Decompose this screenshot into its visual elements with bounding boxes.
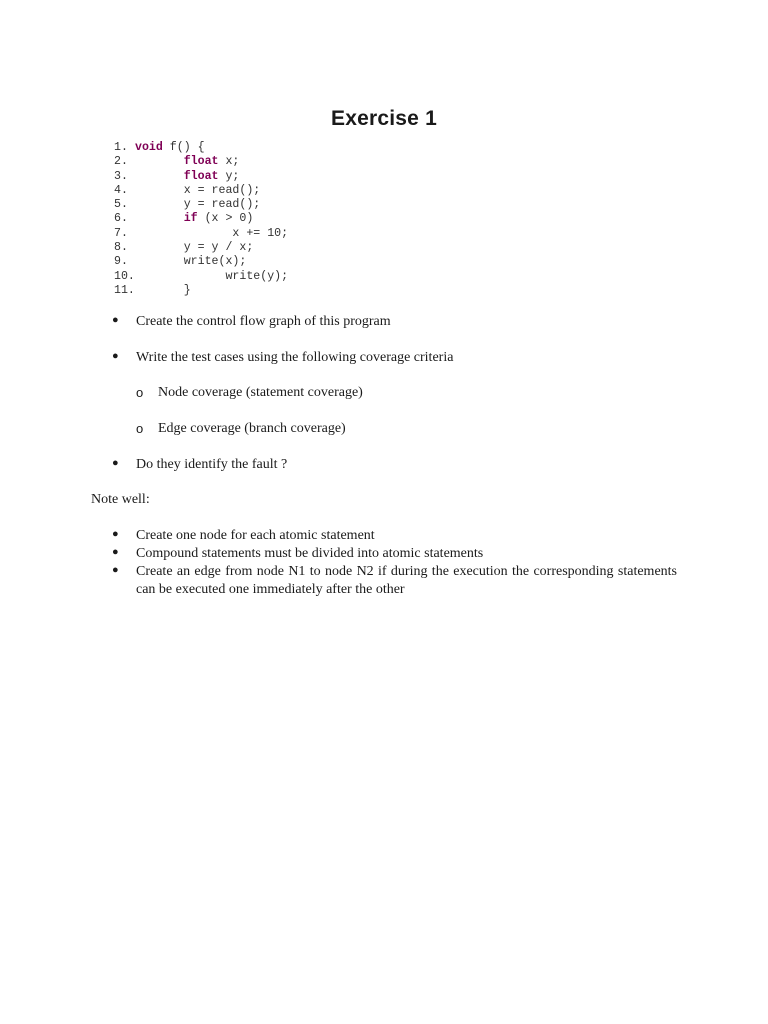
code-keyword: float — [183, 169, 219, 183]
bullet-icon: ● — [112, 314, 119, 326]
code-line — [114, 170, 288, 184]
code-line — [114, 212, 288, 226]
bullet-icon: ● — [112, 528, 119, 540]
code-indent — [135, 184, 184, 197]
code-text: y; — [218, 169, 240, 183]
code-text: (x > 0) — [197, 212, 254, 226]
bullet-icon: ● — [112, 457, 119, 469]
circle-bullet-icon: o — [136, 385, 144, 400]
line-number: 9. — [114, 255, 128, 269]
task-text: Create the control flow graph of this program — [136, 314, 391, 329]
line-number: 4. — [114, 183, 128, 197]
code-text: x = read(); — [183, 183, 261, 197]
code-line — [114, 255, 288, 269]
line-number: 5. — [114, 198, 128, 212]
code-line — [114, 284, 288, 298]
code-text: write(y); — [225, 269, 289, 283]
task-text: Do they identify the fault ? — [136, 457, 288, 472]
line-number: 6. — [114, 212, 128, 226]
line-number: 11. — [114, 283, 135, 297]
code-indent — [135, 170, 184, 183]
code-indent — [135, 212, 184, 225]
line-number: 10. — [114, 269, 135, 283]
code-text: } — [183, 283, 191, 297]
code-text: x; — [218, 155, 240, 169]
code-line — [114, 184, 288, 198]
bullet-icon: ● — [112, 546, 119, 558]
code-indent — [135, 227, 232, 240]
line-number: 2. — [114, 155, 128, 169]
code-line — [114, 270, 288, 284]
note-label: Note well: — [91, 492, 150, 507]
code-indent — [135, 241, 184, 254]
line-number: 1. — [114, 141, 128, 154]
code-line — [114, 155, 288, 169]
page-title: Exercise 1 — [331, 107, 437, 130]
code-text: x += 10; — [232, 226, 289, 240]
code-line — [114, 198, 288, 212]
code-line — [114, 227, 288, 241]
code-indent — [135, 255, 184, 268]
code-text: write(x); — [183, 255, 247, 269]
bullet-icon: ● — [112, 350, 119, 362]
code-indent — [135, 284, 184, 297]
circle-bullet-icon: o — [136, 421, 144, 436]
note-text: Create one node for each atomic statement — [136, 528, 375, 543]
code-block — [114, 141, 288, 298]
code-text: y = y / x; — [183, 241, 254, 255]
bullet-icon: ● — [112, 564, 119, 576]
code-keyword: void — [135, 141, 163, 154]
code-line — [114, 241, 288, 255]
note-text: Compound statements must be divided into atomic statements — [136, 546, 484, 561]
code-indent — [135, 198, 184, 211]
code-keyword: float — [183, 155, 219, 169]
code-indent — [135, 270, 225, 283]
note-text: Create an edge from node N1 to node N2 if during the execution the corresponding statements can be executed one immediately after the other — [136, 564, 677, 597]
code-line — [114, 141, 288, 155]
task-text: Write the test cases using the following coverage criteria — [136, 350, 454, 365]
line-number: 8. — [114, 241, 128, 255]
code-text: f() { — [162, 141, 205, 154]
code-keyword: if — [183, 212, 198, 226]
line-number: 3. — [114, 169, 128, 183]
line-number: 7. — [114, 226, 128, 240]
code-indent — [135, 155, 184, 168]
code-text: y = read(); — [183, 198, 261, 212]
subtask-text: Node coverage (statement coverage) — [158, 385, 363, 400]
subtask-text: Edge coverage (branch coverage) — [158, 421, 346, 436]
